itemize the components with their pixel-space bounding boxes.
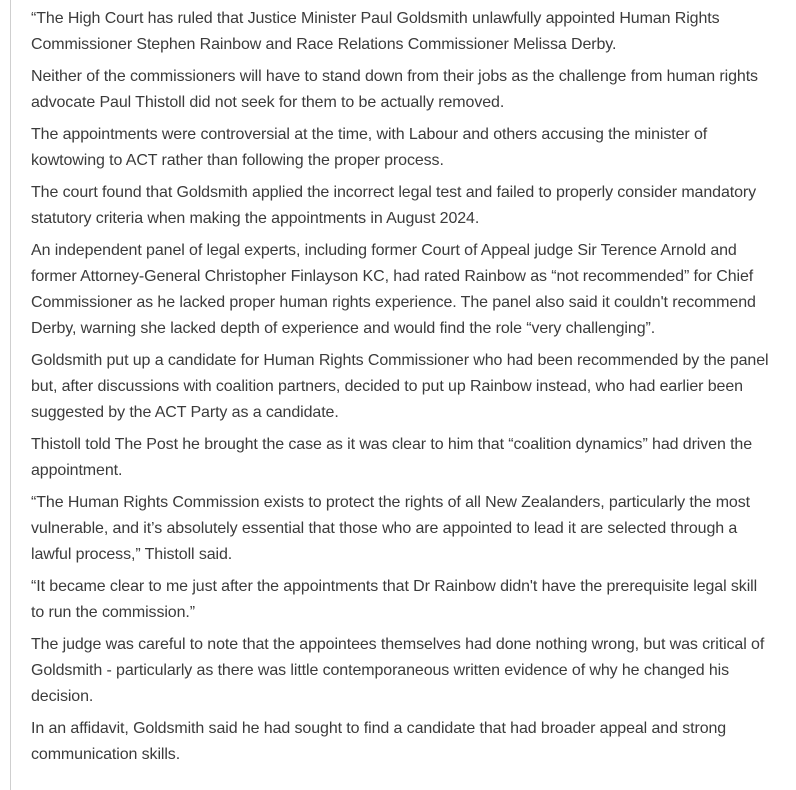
- article-paragraph: The court found that Goldsmith applied the incorrect legal test and failed to properly consider mandatory statutory criteria when making the appointments in August 2024.: [31, 184, 757, 227]
- article-paragraph: Goldsmith put up a candidate for Human Rights Commissioner who had been recommended by the panel but, after discussions with coalition partners, decided to put up Rainbow instead, who had earlier been suggested by the ACT Party as a candidate.: [31, 352, 769, 421]
- article-paragraph: The judge was careful to note that the appointees themselves had done nothing wrong, but was critical of Goldsmith - particularly as there was little contemporaneous written evidence of why he changed his decision.: [31, 636, 765, 705]
- article-paragraph: “The Human Rights Commission exists to protect the rights of all New Zealanders, particularly the most vulnerable, and it’s absolutely essential that those who are appointed to lead it are selected through a lawful process,” Thistoll said.: [31, 494, 750, 563]
- article-body: [31, 6, 773, 774]
- article-paragraph: “The High Court has ruled that Justice Minister Paul Goldsmith unlawfully appointed Human Rights Commissioner Stephen Rainbow and Race Relations Commissioner Melissa Derby.: [31, 10, 720, 53]
- left-divider-line: [10, 0, 11, 790]
- article-paragraph: An independent panel of legal experts, including former Court of Appeal judge Sir Terence Arnold and former Attorney-General Christopher Finlayson KC, had rated Rainbow as “not recommended” for Chief Commissioner as he lacked proper human rights experience. The panel also said it couldn't recommend Derby, warning she lacked depth of experience and would find the role “very challenging”.: [31, 242, 756, 337]
- article-paragraph: In an affidavit, Goldsmith said he had sought to find a candidate that had broader appeal and strong communication skills.: [31, 720, 727, 763]
- article-paragraph: Thistoll told The Post he brought the case as it was clear to him that “coalition dynamics” had driven the appointment.: [31, 436, 753, 479]
- article-paragraph: Neither of the commissioners will have to stand down from their jobs as the challenge from human rights advocate Paul Thistoll did not seek for them to be actually removed.: [31, 68, 758, 111]
- article-paragraph: The appointments were controversial at the time, with Labour and others accusing the minister of kowtowing to ACT rather than following the proper process.: [31, 126, 708, 169]
- article-paragraph: “It became clear to me just after the appointments that Dr Rainbow didn't have the prerequisite legal skill to run the commission.”: [31, 578, 758, 621]
